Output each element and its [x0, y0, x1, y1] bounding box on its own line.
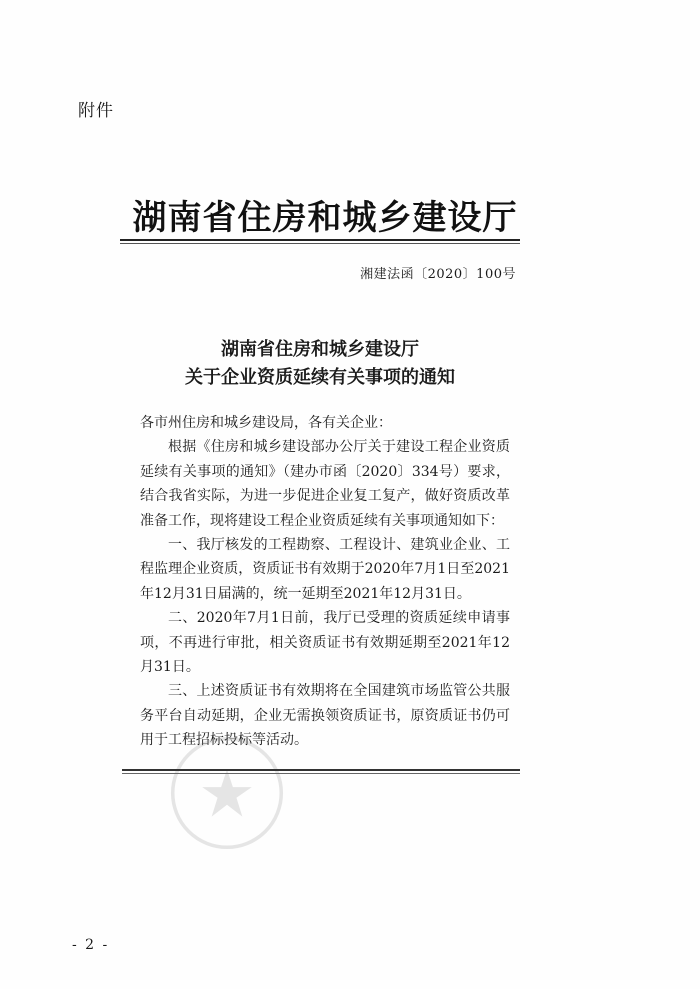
paragraph-item-1: 一、我厅核发的工程勘察、工程设计、建筑业企业、工程监理企业资质，资质证书有效期于2020年7月1日至2021年12月31日届满的，统一延期至2021年12月31日。 [140, 537, 510, 602]
notice-title-line2: 关于企业资质延续有关事项的通知 [185, 367, 455, 388]
footer-rule-thin [122, 773, 520, 774]
paragraph-item-3: 三、上述资质证书有效期将在全国建筑市场监管公共服务平台自动延期，企业无需换领资质证书，原资质证书仍可用于工程招标投标等活动。 [140, 683, 510, 749]
official-seal-icon [168, 734, 286, 852]
paragraph-intro: 根据《住房和城乡建设部办公厅关于建设工程企业资质延续有关事项的通知》（建办市函〔2020〕334号）要求，结合我省实际，为进一步促进企业复工复产，做好资质改革准备工作，现将建设工程企业资质延续有关事项通知如下： [140, 439, 510, 529]
notice-title [140, 336, 500, 392]
salutation: 各市州住房和城乡建设局，各有关企业： [140, 415, 392, 431]
notice-body [140, 411, 510, 753]
notice-title-line1: 湖南省住房和城乡建设厅 [221, 339, 419, 360]
letterhead-rule-thin [120, 243, 520, 244]
attachment-label: 附件 [78, 101, 114, 121]
document-number: 湘建法函〔2020〕100号 [360, 267, 516, 282]
letterhead-rule [120, 239, 520, 241]
paragraph-item-2: 二、2020年7月1日前，我厅已受理的资质延续申请事项，不再进行审批，相关资质证书有效期延期至2021年12月31日。 [140, 610, 510, 676]
org-letterhead-title: 湖南省住房和城乡建设厅 [132, 198, 518, 238]
page-number: - 2 - [72, 937, 110, 953]
footer-rule [122, 769, 520, 771]
